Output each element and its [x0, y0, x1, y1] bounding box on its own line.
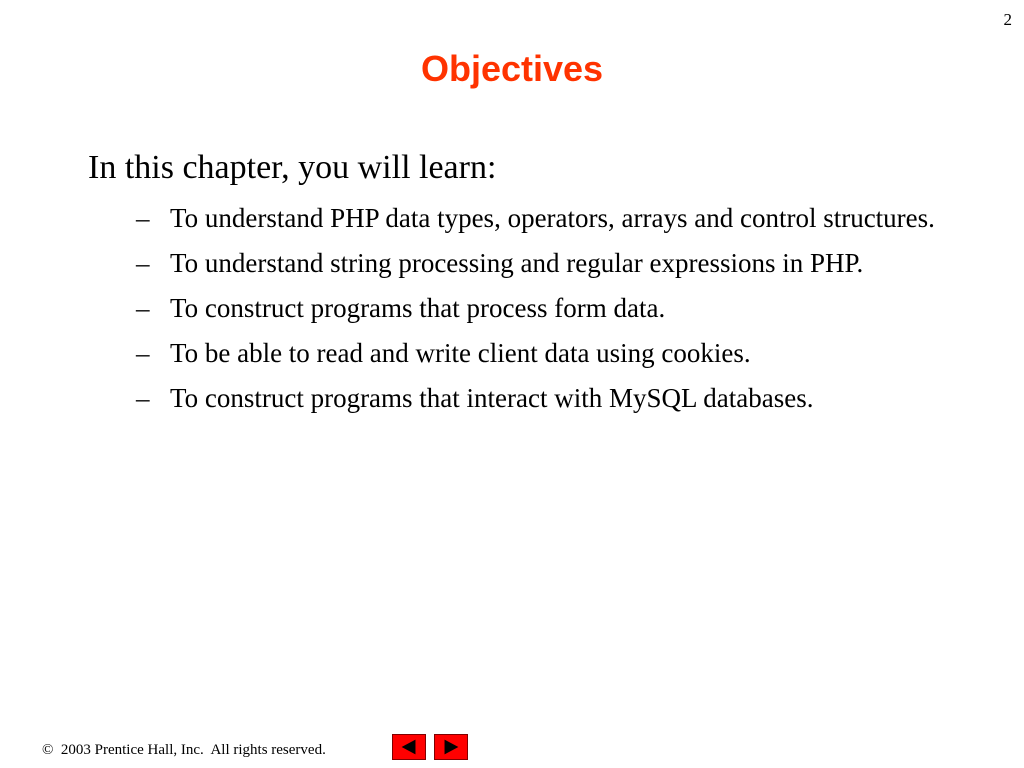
objectives-list	[136, 200, 936, 425]
bullet-dash: –	[136, 383, 150, 413]
slide-title: Objectives	[420, 48, 604, 89]
bullet-dash: –	[136, 338, 150, 368]
bullet-text: To construct programs that interact with MySQL databases.	[170, 383, 814, 413]
intro-text: In this chapter, you will learn:	[88, 149, 497, 186]
bullet-dash: –	[136, 203, 150, 233]
list-item	[136, 380, 936, 417]
list-item	[136, 245, 936, 282]
list-item	[136, 200, 936, 237]
right-arrow-icon	[435, 735, 467, 759]
page-number: 2	[1003, 10, 1012, 29]
bullet-text: To construct programs that process form data.	[170, 293, 666, 323]
bullet-text: To understand string processing and regular expressions in PHP.	[170, 248, 864, 278]
next-slide-button[interactable]	[434, 734, 468, 760]
bullet-dash: –	[136, 293, 150, 323]
bullet-text: To understand PHP data types, operators, arrays and control structures.	[170, 203, 935, 233]
footer-copyright: © 2003 Prentice Hall, Inc. All rights reserved.	[42, 742, 326, 758]
list-item	[136, 290, 936, 327]
bullet-dash: –	[136, 248, 150, 278]
left-arrow-icon	[393, 735, 425, 759]
bullet-text: To be able to read and write client data using cookies.	[170, 338, 751, 368]
list-item	[136, 335, 936, 372]
previous-slide-button[interactable]	[392, 734, 426, 760]
